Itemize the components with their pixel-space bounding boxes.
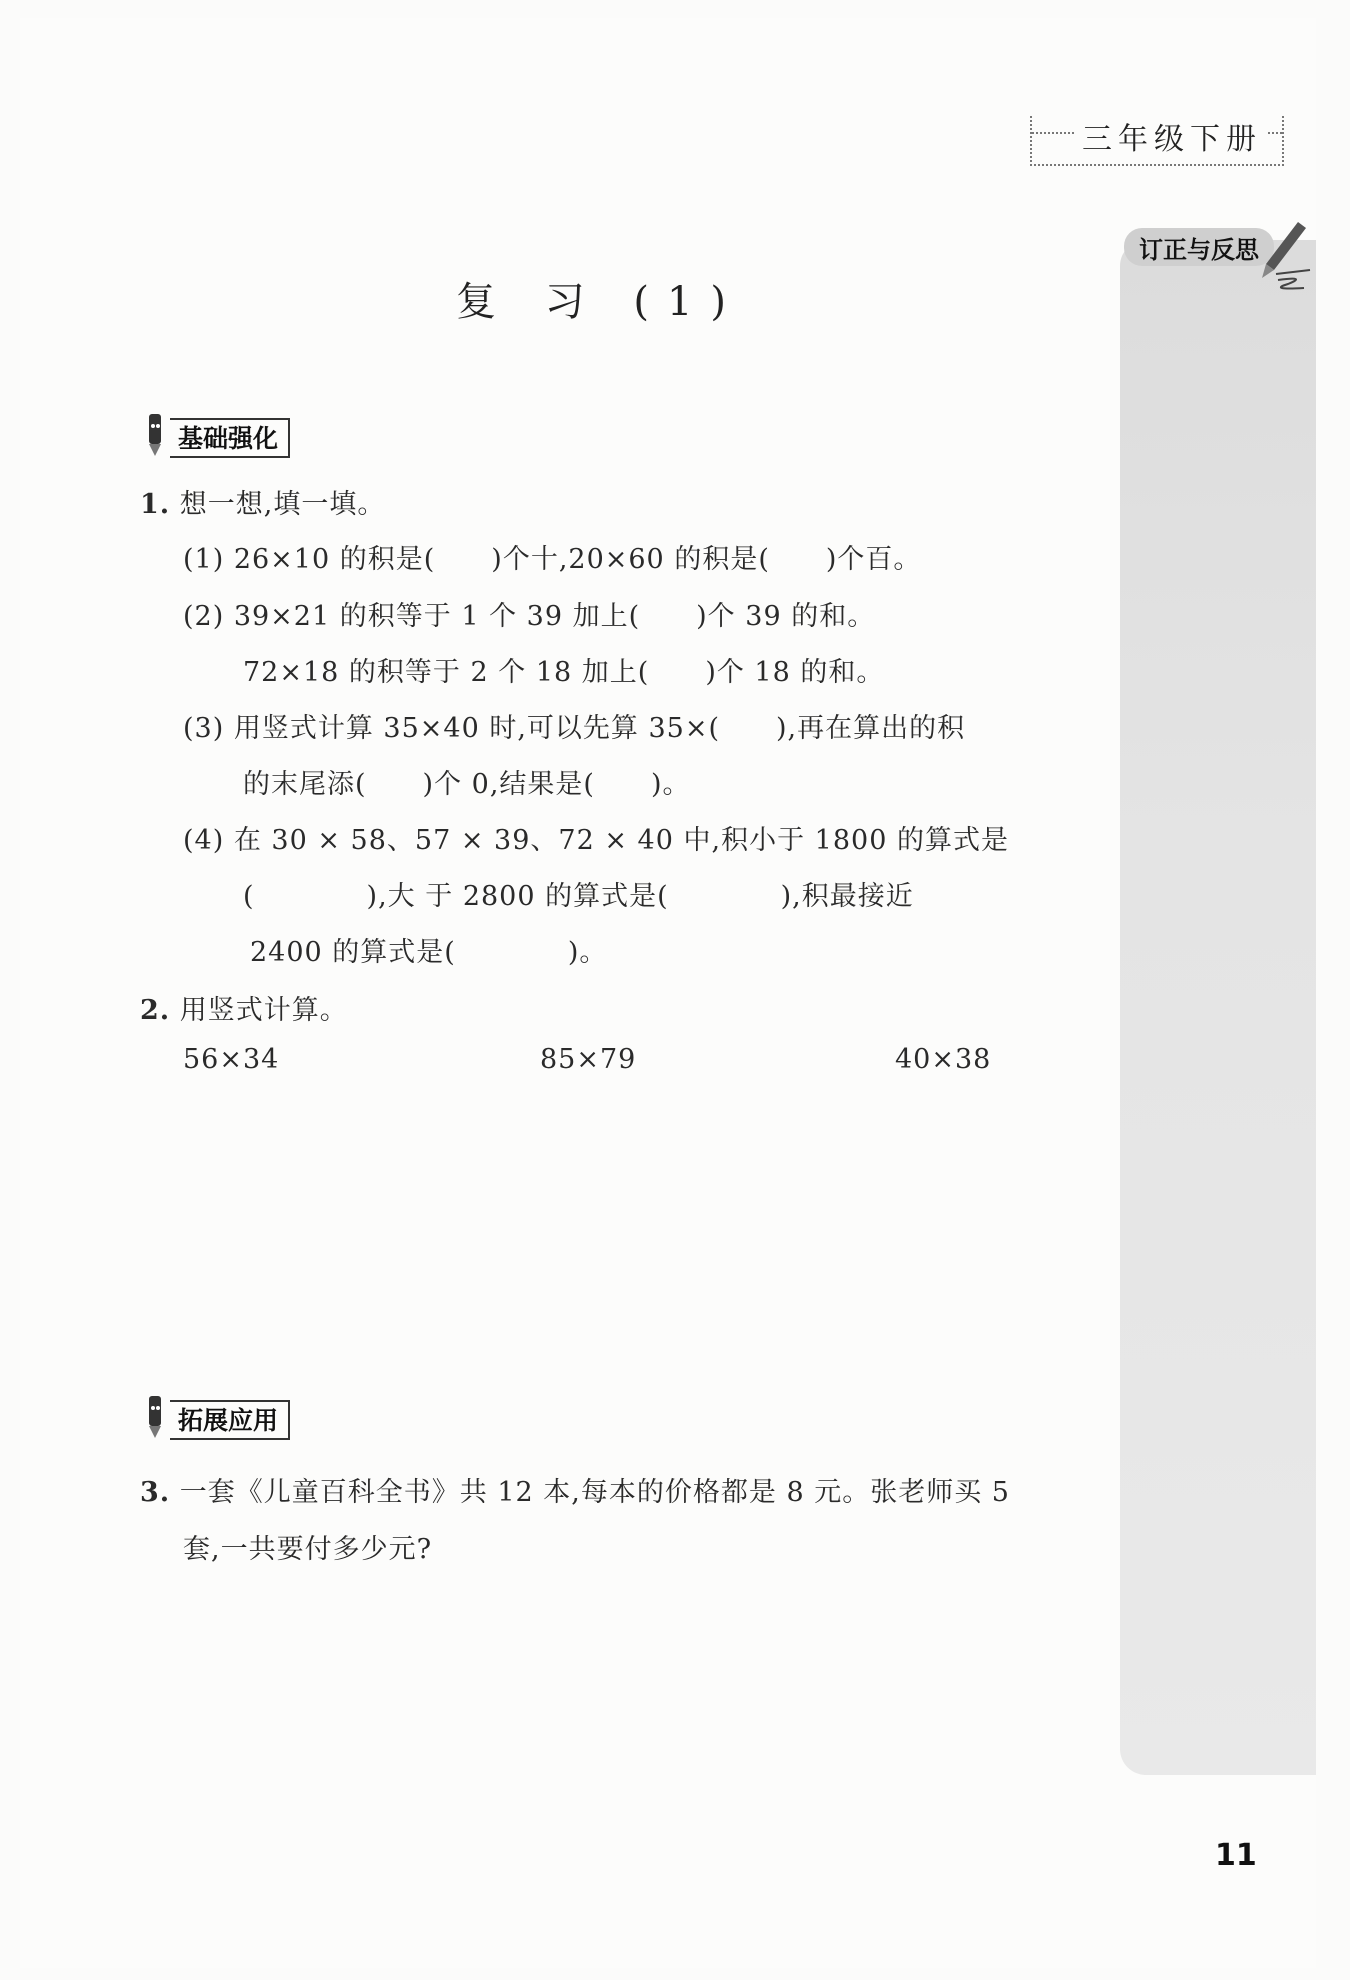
section-extend (140, 1392, 290, 1440)
correction-tab-label: 订正与反思 (1139, 235, 1259, 264)
question-3-cont: 套,一共要付多少元? (183, 1534, 433, 1565)
calc-item-1: 56×34 (183, 1044, 280, 1075)
correction-panel (1120, 240, 1316, 1775)
question-text: 用竖式计算。 (179, 995, 348, 1026)
question-1 (140, 482, 385, 521)
question-1-2b: 72×18 的积等于 2 个 18 加上( )个 18 的和。 (243, 657, 885, 688)
calc-item-2: 85×79 (540, 1044, 637, 1075)
question-text: 想一想,填一填。 (179, 489, 386, 520)
question-1-3b: 的末尾添( )个 0,结果是( )。 (243, 769, 691, 800)
section-extend-label: 拓展应用 (170, 1400, 290, 1440)
question-number: 3. (140, 1477, 171, 1508)
question-3 (140, 1470, 1010, 1509)
pencil-icon (1248, 218, 1320, 298)
question-1-4b: ( ),大 于 2800 的算式是( ),积最接近 (243, 881, 914, 912)
section-basic-label: 基础强化 (170, 418, 290, 458)
question-number: 2. (140, 995, 171, 1026)
question-1-1: (1) 26×10 的积是( )个十,20×60 的积是( )个百。 (183, 544, 922, 575)
question-1-4c: 2400 的算式是( )。 (250, 937, 608, 968)
page-title: 复 习 (1) (455, 279, 745, 325)
section-basic (140, 410, 290, 458)
calc-item-3: 40×38 (895, 1044, 992, 1075)
question-1-2a: (2) 39×21 的积等于 1 个 39 加上( )个 39 的和。 (183, 601, 876, 632)
grade-label-box (1030, 116, 1284, 166)
question-number: 1. (140, 489, 171, 520)
pencil-mascot-icon (140, 1392, 170, 1440)
grade-label: 三年级下册 (1076, 114, 1268, 158)
question-1-3a: (3) 用竖式计算 35×40 时,可以先算 35×( ),再在算出的积 (183, 713, 966, 744)
question-text: 一套《儿童百科全书》共 12 本,每本的价格都是 8 元。张老师买 5 (179, 1477, 1010, 1508)
page-number: 11 (1215, 1838, 1257, 1873)
question-2 (140, 988, 348, 1027)
pencil-mascot-icon (140, 410, 170, 458)
question-1-4a: (4) 在 30 × 58、57 × 39、72 × 40 中,积小于 1800 的算式是 (183, 825, 1009, 856)
